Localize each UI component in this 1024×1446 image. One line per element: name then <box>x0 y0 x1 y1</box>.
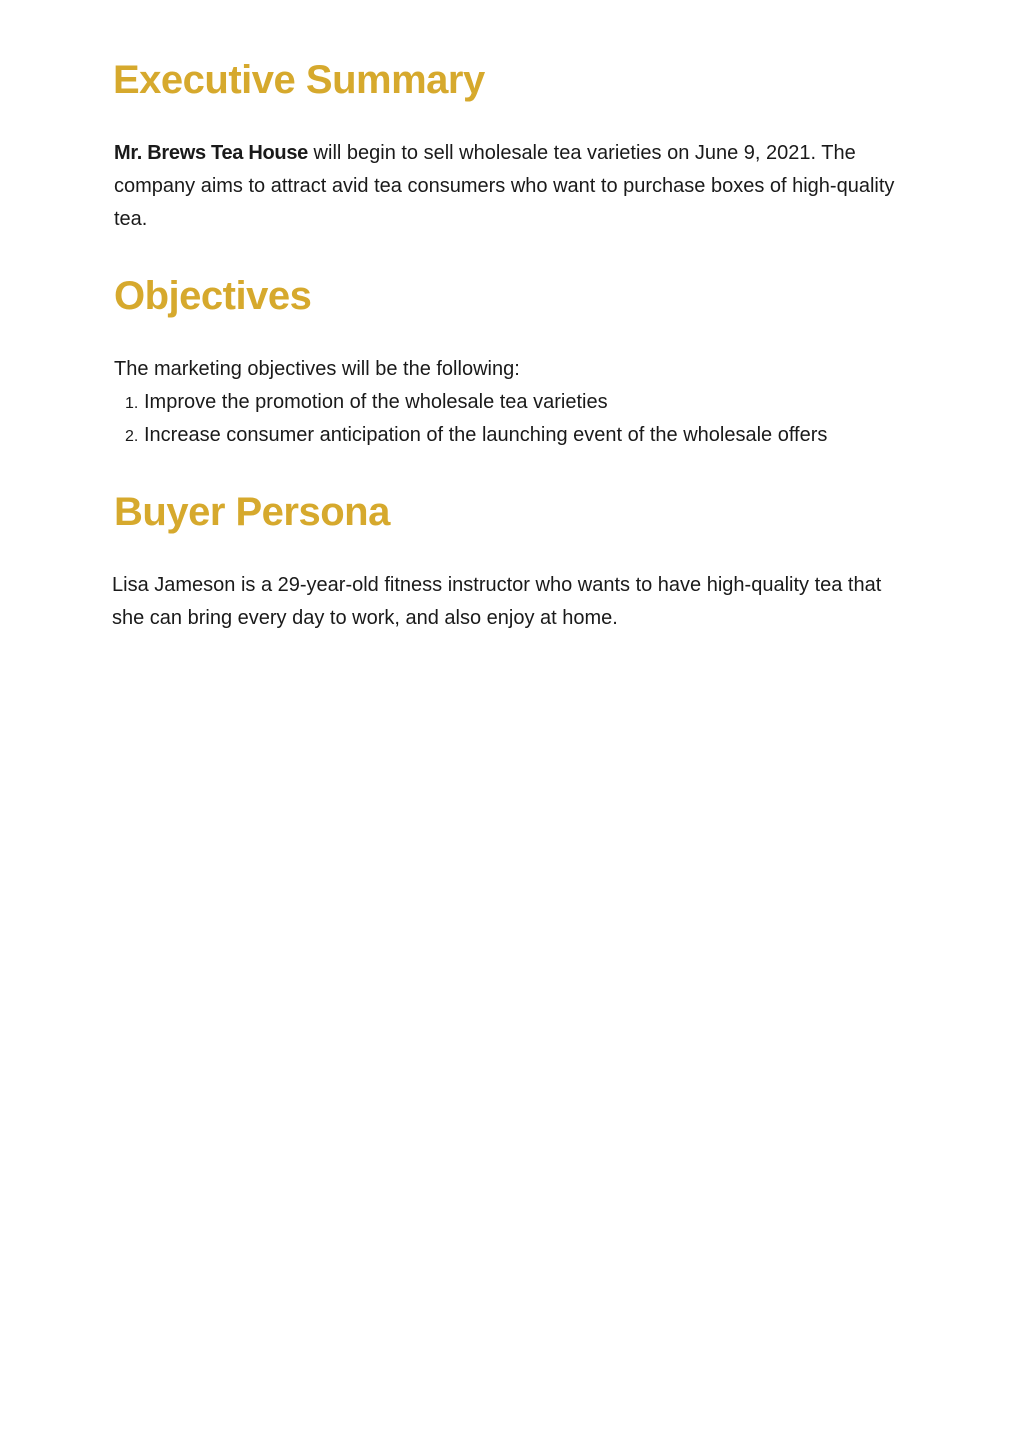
executive-summary-paragraph <box>114 137 904 236</box>
objectives-list <box>114 386 827 452</box>
buyer-persona-paragraph: Lisa Jameson is a 29-year-old fitness instructor who wants to have high-quality tea that she can bring every day to work, and also enjoy at home. <box>112 574 882 629</box>
objectives-heading: Objectives <box>114 274 312 318</box>
objective-text: Increase consumer anticipation of the launching event of the wholesale offers <box>144 424 828 446</box>
list-number: 1. <box>125 395 139 412</box>
objective-item <box>114 386 827 419</box>
executive-summary-heading: Executive Summary <box>113 58 485 102</box>
objective-item <box>114 419 827 452</box>
objective-text: Improve the promotion of the wholesale tea varieties <box>144 391 608 413</box>
list-number: 2. <box>125 428 139 445</box>
objectives-intro: The marketing objectives will be the following: <box>114 358 520 380</box>
executive-summary-text: will begin to sell wholesale tea varieties on June 9, 2021. The company aims to attract avid tea consumers who want to purchase boxes of high-quality tea. <box>114 142 895 230</box>
buyer-persona-heading: Buyer Persona <box>114 490 390 534</box>
company-name: Mr. Brews Tea House <box>114 142 308 164</box>
